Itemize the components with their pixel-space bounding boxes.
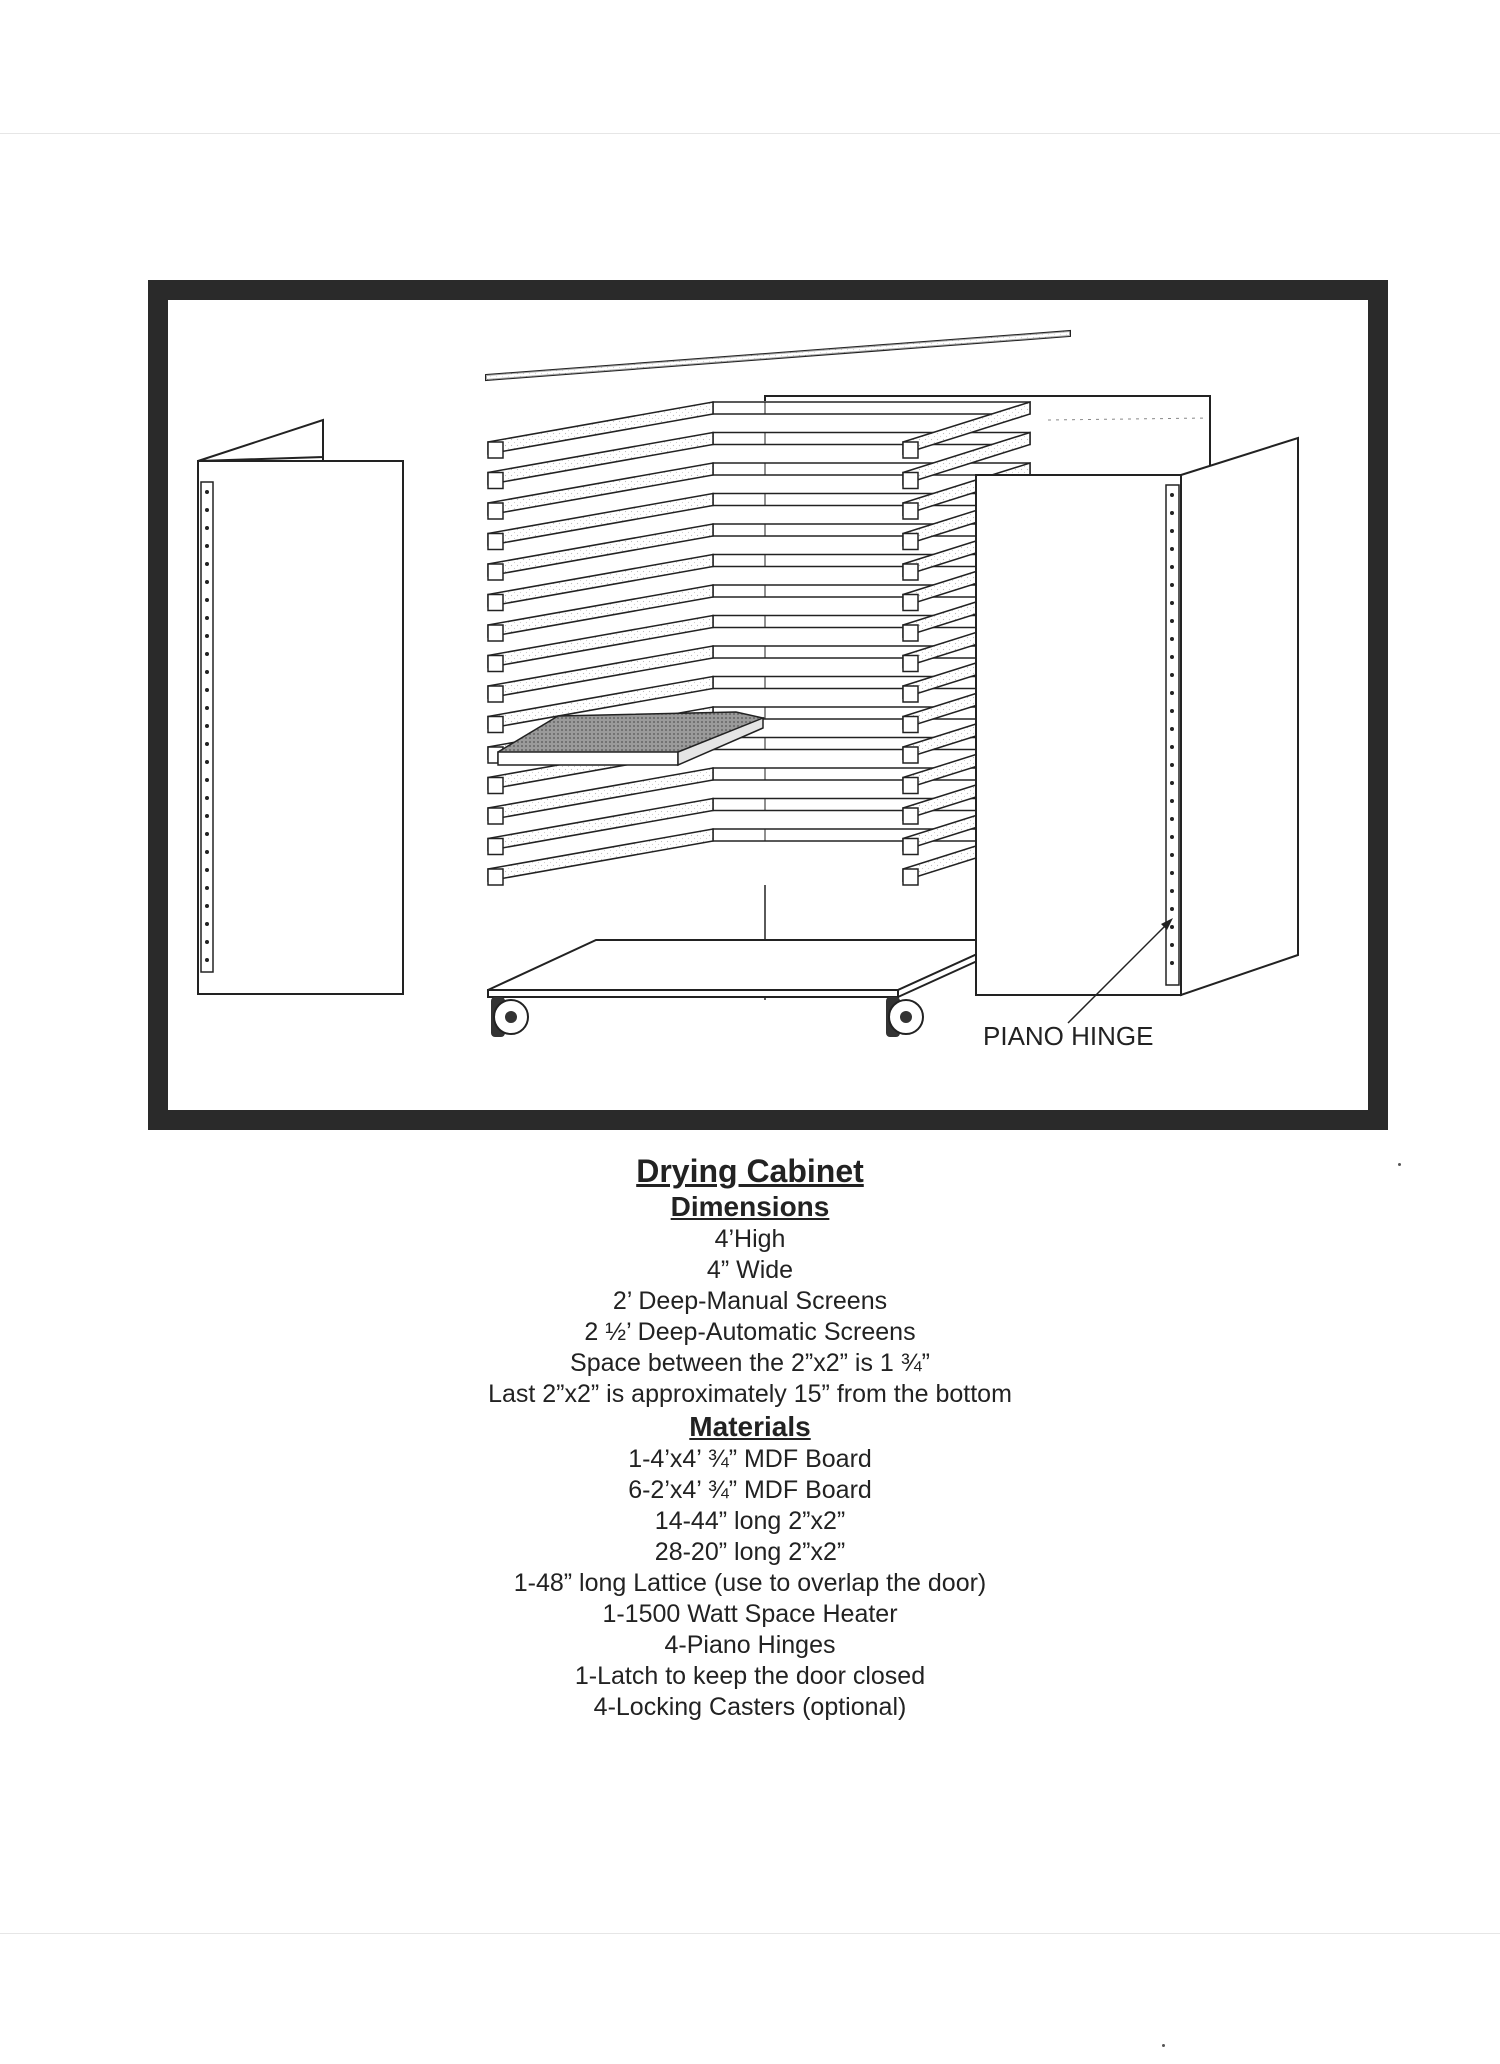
hinge-screw-hole — [1170, 871, 1174, 875]
hinge-screw-hole — [205, 652, 209, 656]
material-line: 28-20” long 2”x2” — [654, 1538, 846, 1566]
hinge-screw-hole — [1170, 727, 1174, 731]
back-cross-rail — [713, 433, 1030, 445]
hinge-screw-hole — [1170, 889, 1174, 893]
hinge-screw-hole — [1170, 763, 1174, 767]
hinge-screw-hole — [205, 832, 209, 836]
hinge-screw-hole — [1170, 511, 1174, 515]
right-caster — [886, 997, 923, 1037]
hinge-screw-hole — [1170, 853, 1174, 857]
hinge-screw-hole — [1170, 907, 1174, 911]
dimension-line: 4” Wide — [706, 1256, 794, 1284]
hinge-screw-hole — [205, 814, 209, 818]
hinge-screw-hole — [205, 778, 209, 782]
bottom-base — [488, 940, 1008, 997]
hinge-screw-hole — [1170, 943, 1174, 947]
hinge-screw-hole — [205, 850, 209, 854]
material-line: 14-44” long 2”x2” — [654, 1507, 846, 1535]
left-caster — [491, 997, 528, 1037]
hinge-screw-hole — [205, 706, 209, 710]
hinge-screw-hole — [1170, 709, 1174, 713]
dimension-line: 2’ Deep-Manual Screens — [612, 1287, 888, 1315]
hinge-screw-hole — [205, 616, 209, 620]
dimension-line: Last 2”x2” is approximately 15” from the bottom — [488, 1380, 1012, 1408]
hinge-screw-hole — [1170, 583, 1174, 587]
hinge-screw-hole — [1170, 655, 1174, 659]
hinge-screw-hole — [205, 922, 209, 926]
hinge-screw-hole — [1170, 961, 1174, 965]
cabinet-specifications — [0, 1152, 1500, 1723]
hinge-screw-hole — [205, 670, 209, 674]
hinge-screw-hole — [205, 868, 209, 872]
right-door-panel — [976, 438, 1298, 995]
hinge-screw-hole — [205, 508, 209, 512]
top-scan-line — [0, 133, 1500, 134]
hinge-screw-hole — [205, 544, 209, 548]
hinge-screw-hole — [1170, 565, 1174, 569]
hinge-screw-hole — [205, 886, 209, 890]
hinge-screw-hole — [1170, 601, 1174, 605]
piano-hinge-label: PIANO HINGE — [983, 1021, 1154, 1051]
screen-rack-rails — [488, 402, 1030, 885]
bottom-scan-line — [0, 1933, 1500, 1934]
hinge-screw-hole — [1170, 637, 1174, 641]
hinge-screw-hole — [1170, 547, 1174, 551]
material-line: 1-4’x4’ ¾” MDF Board — [628, 1445, 872, 1473]
hinge-screw-hole — [1170, 691, 1174, 695]
back-cross-rail — [713, 463, 1030, 475]
materials-heading: Materials — [689, 1411, 811, 1442]
scan-speck — [1398, 1163, 1401, 1166]
hinge-screw-hole — [205, 490, 209, 494]
hinge-screw-hole — [1170, 781, 1174, 785]
cabinet-exploded-diagram — [168, 300, 1368, 1110]
hinge-screw-hole — [1170, 493, 1174, 497]
hinge-screw-hole — [205, 904, 209, 908]
material-line: 1-Latch to keep the door closed — [574, 1662, 926, 1690]
hinge-screw-hole — [205, 562, 209, 566]
dimension-line: Space between the 2”x2” is 1 ¾” — [570, 1349, 930, 1377]
left-door-panel — [198, 420, 403, 994]
dimension-line: 4’High — [714, 1225, 786, 1253]
hinge-screw-hole — [1170, 925, 1174, 929]
scan-speck — [1162, 2044, 1165, 2047]
hinge-screw-hole — [205, 742, 209, 746]
dimension-line: 2 ½’ Deep-Automatic Screens — [584, 1318, 916, 1346]
hinge-screw-hole — [205, 526, 209, 530]
hinge-screw-hole — [205, 598, 209, 602]
material-line: 1-48” long Lattice (use to overlap the door) — [513, 1569, 987, 1597]
hinge-screw-hole — [205, 688, 209, 692]
hinge-screw-hole — [1170, 673, 1174, 677]
hinge-screw-hole — [205, 760, 209, 764]
cabinet-illustration-frame — [148, 280, 1388, 1130]
document-title: Drying Cabinet — [636, 1153, 864, 1189]
hinge-screw-hole — [205, 796, 209, 800]
hinge-screw-hole — [205, 580, 209, 584]
material-line: 4-Locking Casters (optional) — [593, 1693, 907, 1721]
hinge-screw-hole — [205, 958, 209, 962]
hinge-screw-hole — [1170, 817, 1174, 821]
back-cross-rail — [713, 402, 1030, 414]
hinge-screw-hole — [205, 634, 209, 638]
material-line: 1-1500 Watt Space Heater — [602, 1600, 898, 1628]
material-line: 6-2’x4’ ¾” MDF Board — [628, 1476, 872, 1504]
hinge-screw-hole — [1170, 529, 1174, 533]
hinge-screw-hole — [205, 724, 209, 728]
hinge-screw-hole — [1170, 745, 1174, 749]
hinge-screw-hole — [1170, 619, 1174, 623]
hinge-screw-hole — [1170, 799, 1174, 803]
dimensions-heading: Dimensions — [670, 1191, 830, 1222]
hinge-screw-hole — [205, 940, 209, 944]
material-line: 4-Piano Hinges — [664, 1631, 836, 1659]
hinge-screw-hole — [1170, 835, 1174, 839]
